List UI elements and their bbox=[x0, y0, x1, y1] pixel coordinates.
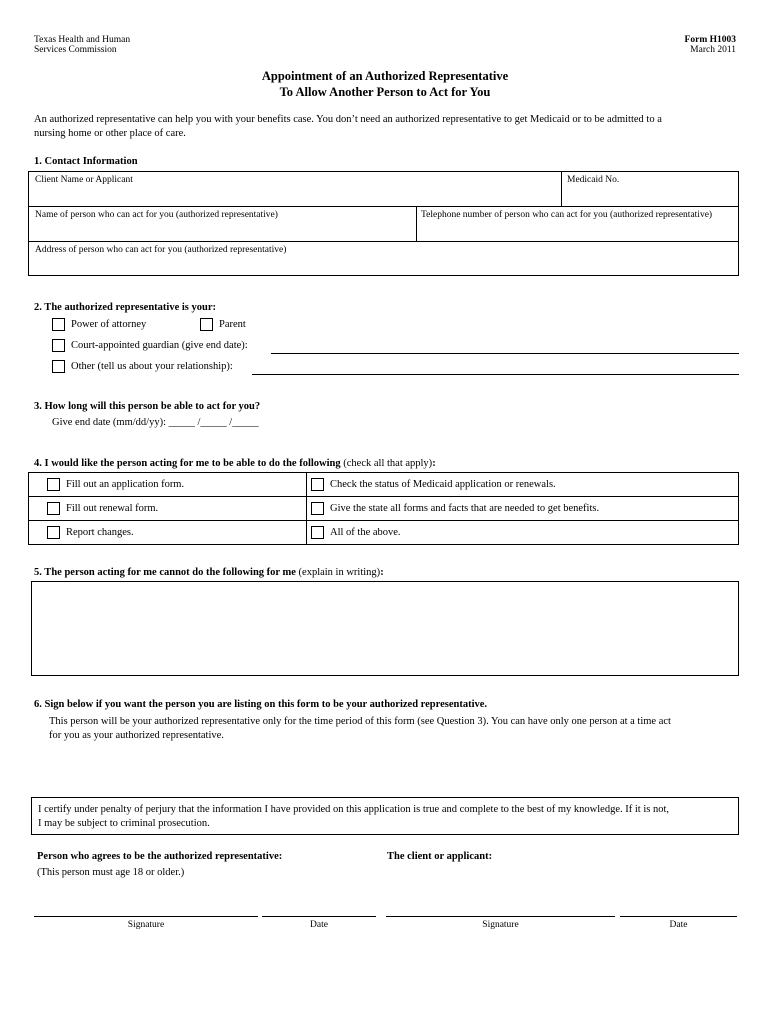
section-5-heading-colon: : bbox=[380, 567, 384, 578]
section-1-heading: 1. Contact Information bbox=[34, 156, 138, 167]
other-relationship-line[interactable] bbox=[252, 374, 739, 375]
fill-application-checkbox[interactable] bbox=[47, 478, 60, 491]
rep-name-field[interactable] bbox=[28, 206, 417, 242]
section-4-heading-colon: : bbox=[432, 458, 436, 469]
rep-address-field[interactable] bbox=[28, 241, 739, 276]
client-signature-line[interactable] bbox=[386, 916, 615, 917]
agency-line-1: Texas Health and Human bbox=[34, 35, 131, 45]
rep-signature-line[interactable] bbox=[34, 916, 258, 917]
cannot-do-textarea[interactable] bbox=[31, 581, 739, 676]
option-give-forms[interactable] bbox=[306, 496, 739, 521]
client-name-field[interactable] bbox=[28, 171, 562, 207]
option-check-status[interactable] bbox=[306, 472, 739, 497]
rep-name-label: Name of person who can act for you (authorized representative) bbox=[35, 210, 278, 220]
rep-address-label: Address of person who can act for you (authorized representative) bbox=[35, 245, 287, 255]
client-signature-heading: The client or applicant: bbox=[387, 851, 493, 862]
check-status-checkbox[interactable] bbox=[311, 478, 324, 491]
other-label: Other (tell us about your relationship): bbox=[71, 360, 233, 372]
report-changes-label: Report changes. bbox=[66, 526, 134, 538]
option-report-changes[interactable] bbox=[28, 520, 307, 545]
give-forms-checkbox[interactable] bbox=[311, 502, 324, 515]
section-3-heading: 3. How long will this person be able to act for you? bbox=[34, 401, 261, 412]
power-of-attorney-checkbox[interactable] bbox=[52, 318, 65, 331]
section-5-heading-note: (explain in writing) bbox=[295, 567, 381, 578]
section-5-heading bbox=[34, 567, 384, 578]
section-6-heading: 6. Sign below if you want the person you are listing on this form to be your authorized representative. bbox=[34, 699, 488, 710]
rep-phone-field[interactable] bbox=[416, 206, 739, 242]
guardian-label: Court-appointed guardian (give end date): bbox=[71, 339, 248, 351]
guardian-checkbox[interactable] bbox=[52, 339, 65, 352]
section-6-text bbox=[49, 715, 671, 743]
end-date-label: Give end date (mm/dd/yy): bbox=[52, 417, 167, 428]
power-of-attorney-label: Power of attorney bbox=[71, 318, 147, 330]
client-date-line[interactable] bbox=[620, 916, 737, 917]
end-date-input[interactable]: _____ /_____ /_____ bbox=[168, 417, 259, 428]
option-guardian[interactable] bbox=[52, 339, 248, 352]
form-date: March 2011 bbox=[690, 45, 736, 55]
section-2-heading: 2. The authorized representative is your: bbox=[34, 302, 216, 313]
intro-line-2: nursing home or other place of care. bbox=[34, 128, 186, 139]
client-name-label: Client Name or Applicant bbox=[35, 175, 133, 185]
form-number: Form H1003 bbox=[684, 35, 736, 45]
rep-signature-heading: Person who agrees to be the authorized representative: bbox=[37, 851, 283, 862]
option-power-of-attorney[interactable] bbox=[52, 318, 146, 331]
section-4-heading bbox=[34, 458, 436, 469]
fill-application-label: Fill out an application form. bbox=[66, 478, 185, 490]
all-above-checkbox[interactable] bbox=[311, 526, 324, 539]
section-6-text-line-2: for you as your authorized representative. bbox=[49, 730, 224, 741]
option-parent[interactable] bbox=[200, 318, 246, 331]
client-date-label: Date bbox=[669, 920, 688, 930]
rep-date-line[interactable] bbox=[262, 916, 376, 917]
option-other[interactable] bbox=[52, 360, 233, 373]
form-id bbox=[685, 35, 736, 55]
parent-label: Parent bbox=[219, 318, 246, 330]
give-forms-label: Give the state all forms and facts that are needed to get benefits. bbox=[330, 502, 600, 514]
rep-date-label: Date bbox=[310, 920, 328, 930]
title-line-1: Appointment of an Authorized Representative bbox=[261, 69, 509, 83]
medicaid-number-field[interactable] bbox=[561, 171, 739, 207]
fill-renewal-checkbox[interactable] bbox=[47, 502, 60, 515]
guardian-end-date-line[interactable] bbox=[271, 353, 739, 354]
intro-line-1: An authorized representative can help you with your benefits case. You don’t need an authorized representative to get Medicaid or to be admitted to a bbox=[34, 114, 662, 125]
certification-box bbox=[31, 797, 739, 835]
parent-checkbox[interactable] bbox=[200, 318, 213, 331]
section-4-heading-note: (check all that apply) bbox=[340, 458, 433, 469]
intro-text bbox=[34, 113, 662, 141]
report-changes-checkbox[interactable] bbox=[47, 526, 60, 539]
agency-line-2: Services Commission bbox=[34, 45, 117, 55]
section-5-heading-bold: 5. The person acting for me cannot do the following for me bbox=[34, 567, 296, 578]
agency-name bbox=[34, 35, 130, 55]
all-above-label: All of the above. bbox=[330, 526, 401, 538]
certify-line-1: I certify under penalty of perjury that the information I have provided on this application is true and complete to the best of my knowledge. If it is not, bbox=[38, 804, 669, 815]
page-title bbox=[0, 68, 770, 100]
title-line-2: To Allow Another Person to Act for You bbox=[279, 85, 491, 99]
certify-line-2: I may be subject to criminal prosecution. bbox=[38, 818, 210, 829]
option-fill-application[interactable] bbox=[28, 472, 307, 497]
section-6-text-line-1: This person will be your authorized representative only for the time period of this form (see Question 3). You can have only one person at a time act bbox=[49, 716, 671, 727]
option-fill-renewal[interactable] bbox=[28, 496, 307, 521]
fill-renewal-label: Fill out renewal form. bbox=[66, 502, 159, 514]
medicaid-number-label: Medicaid No. bbox=[567, 175, 620, 185]
other-checkbox[interactable] bbox=[52, 360, 65, 373]
rep-phone-label: Telephone number of person who can act for you (authorized representative) bbox=[421, 210, 713, 220]
client-signature-label: Signature bbox=[482, 920, 519, 930]
rep-age-note: (This person must age 18 or older.) bbox=[37, 867, 185, 878]
end-date-row bbox=[52, 417, 258, 428]
check-status-label: Check the status of Medicaid application or renewals. bbox=[330, 478, 556, 490]
option-all-above[interactable] bbox=[306, 520, 739, 545]
section-4-heading-bold: 4. I would like the person acting for me to be able to do the following bbox=[34, 458, 341, 469]
rep-signature-label: Signature bbox=[127, 920, 165, 930]
